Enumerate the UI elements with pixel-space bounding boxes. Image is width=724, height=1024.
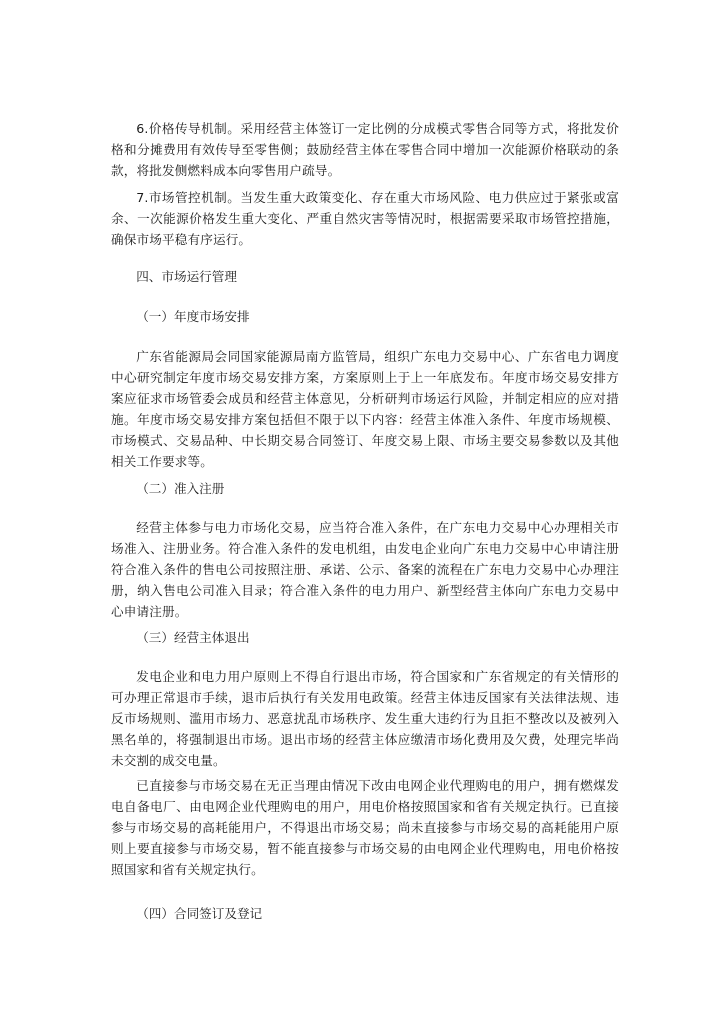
paragraph-admission-registration: 经营主体参与电力市场化交易，应当符合准入条件，在广东电力交易中心办理相关市场准入、注册业务。符合准入条件的发电机组，由发电企业向广东电力交易中心申请注册符合准入条件的售电公司按照注册、承诺、公示、备案的流程在广东电力交易中心办理注册，纳入售电公司准入目录；符合准入条件的电力用户、新型经营主体向广东电力交易中心申请注册。 [111,520,619,619]
paragraph-entity-exit-2: 已直接参与市场交易在无正当理由情况下改由电网企业代理购电的用户，拥有燃煤发电自备电厂、由电网企业代理购电的用户，用电价格按照国家和省有关规定执行。已直接参与市场交易的高耗能用户，不得退出市场交易；尚未直接参与市场交易的高耗能用户原则上要直接参与市场交易，暂不能直接参与市场交易的由电网企业代理购电，用电价格按照国家和省有关规定执行。 [111,778,619,877]
subheading-entity-exit: （三）经营主体退出 [136,630,250,645]
section-heading-market-operation: 四、市场运行管理 [136,269,237,284]
subheading-admission-registration: （二）准入注册 [136,481,225,496]
paragraph-entity-exit-1: 发电企业和电力用户原则上不得自行退出市场，符合国家和广东省规定的有关情形的可办理正常退市手续，退市后执行有关发用电政策。经营主体违反国家有关法律法规、违反市场规则、滥用市场力、恶意扰乱市场秩序、发生重大违约行为且拒不整改以及被列入黑名单的，将强制退出市场。退出市场的经营主体应缴清市场化费用及欠费，处理完毕尚未交割的成交电量。 [111,669,619,768]
paragraph-price-transmission: 6.价格传导机制。采用经营主体签订一定比例的分成模式零售合同等方式，将批发价格和分摊费用有效传导至零售侧；鼓励经营主体在零售合同中增加一次能源价格联动的条款，将批发侧燃料成本向零售用户疏导。 [111,121,619,178]
paragraph-annual-arrangement: 广东省能源局会同国家能源局南方监管局，组织广东电力交易中心、广东省电力调度中心研究制定年度市场交易安排方案，方案原则上于上一年底发布。年度市场交易安排方案应征求市场管委会成员和经营主体意见，分析研判市场运行风险，并制定相应的应对措施。年度市场交易安排方案包括但不限于以下内容：经营主体准入条件、年度市场规模、市场模式、交易品种、中长期交易合同签订、年度交易上限、市场主要交易参数以及其他相关工作要求等。 [111,349,619,469]
paragraph-market-control: 7.市场管控机制。当发生重大政策变化、存在重大市场风险、电力供应过于紧张或富余、一次能源价格发生重大变化、严重自然灾害等情况时，根据需要采取市场管控措施，确保市场平稳有序运行。 [111,190,619,247]
subheading-contract-signing: （四）合同签订及登记 [136,906,263,921]
subheading-annual-arrangement: （一）年度市场安排 [136,309,250,324]
